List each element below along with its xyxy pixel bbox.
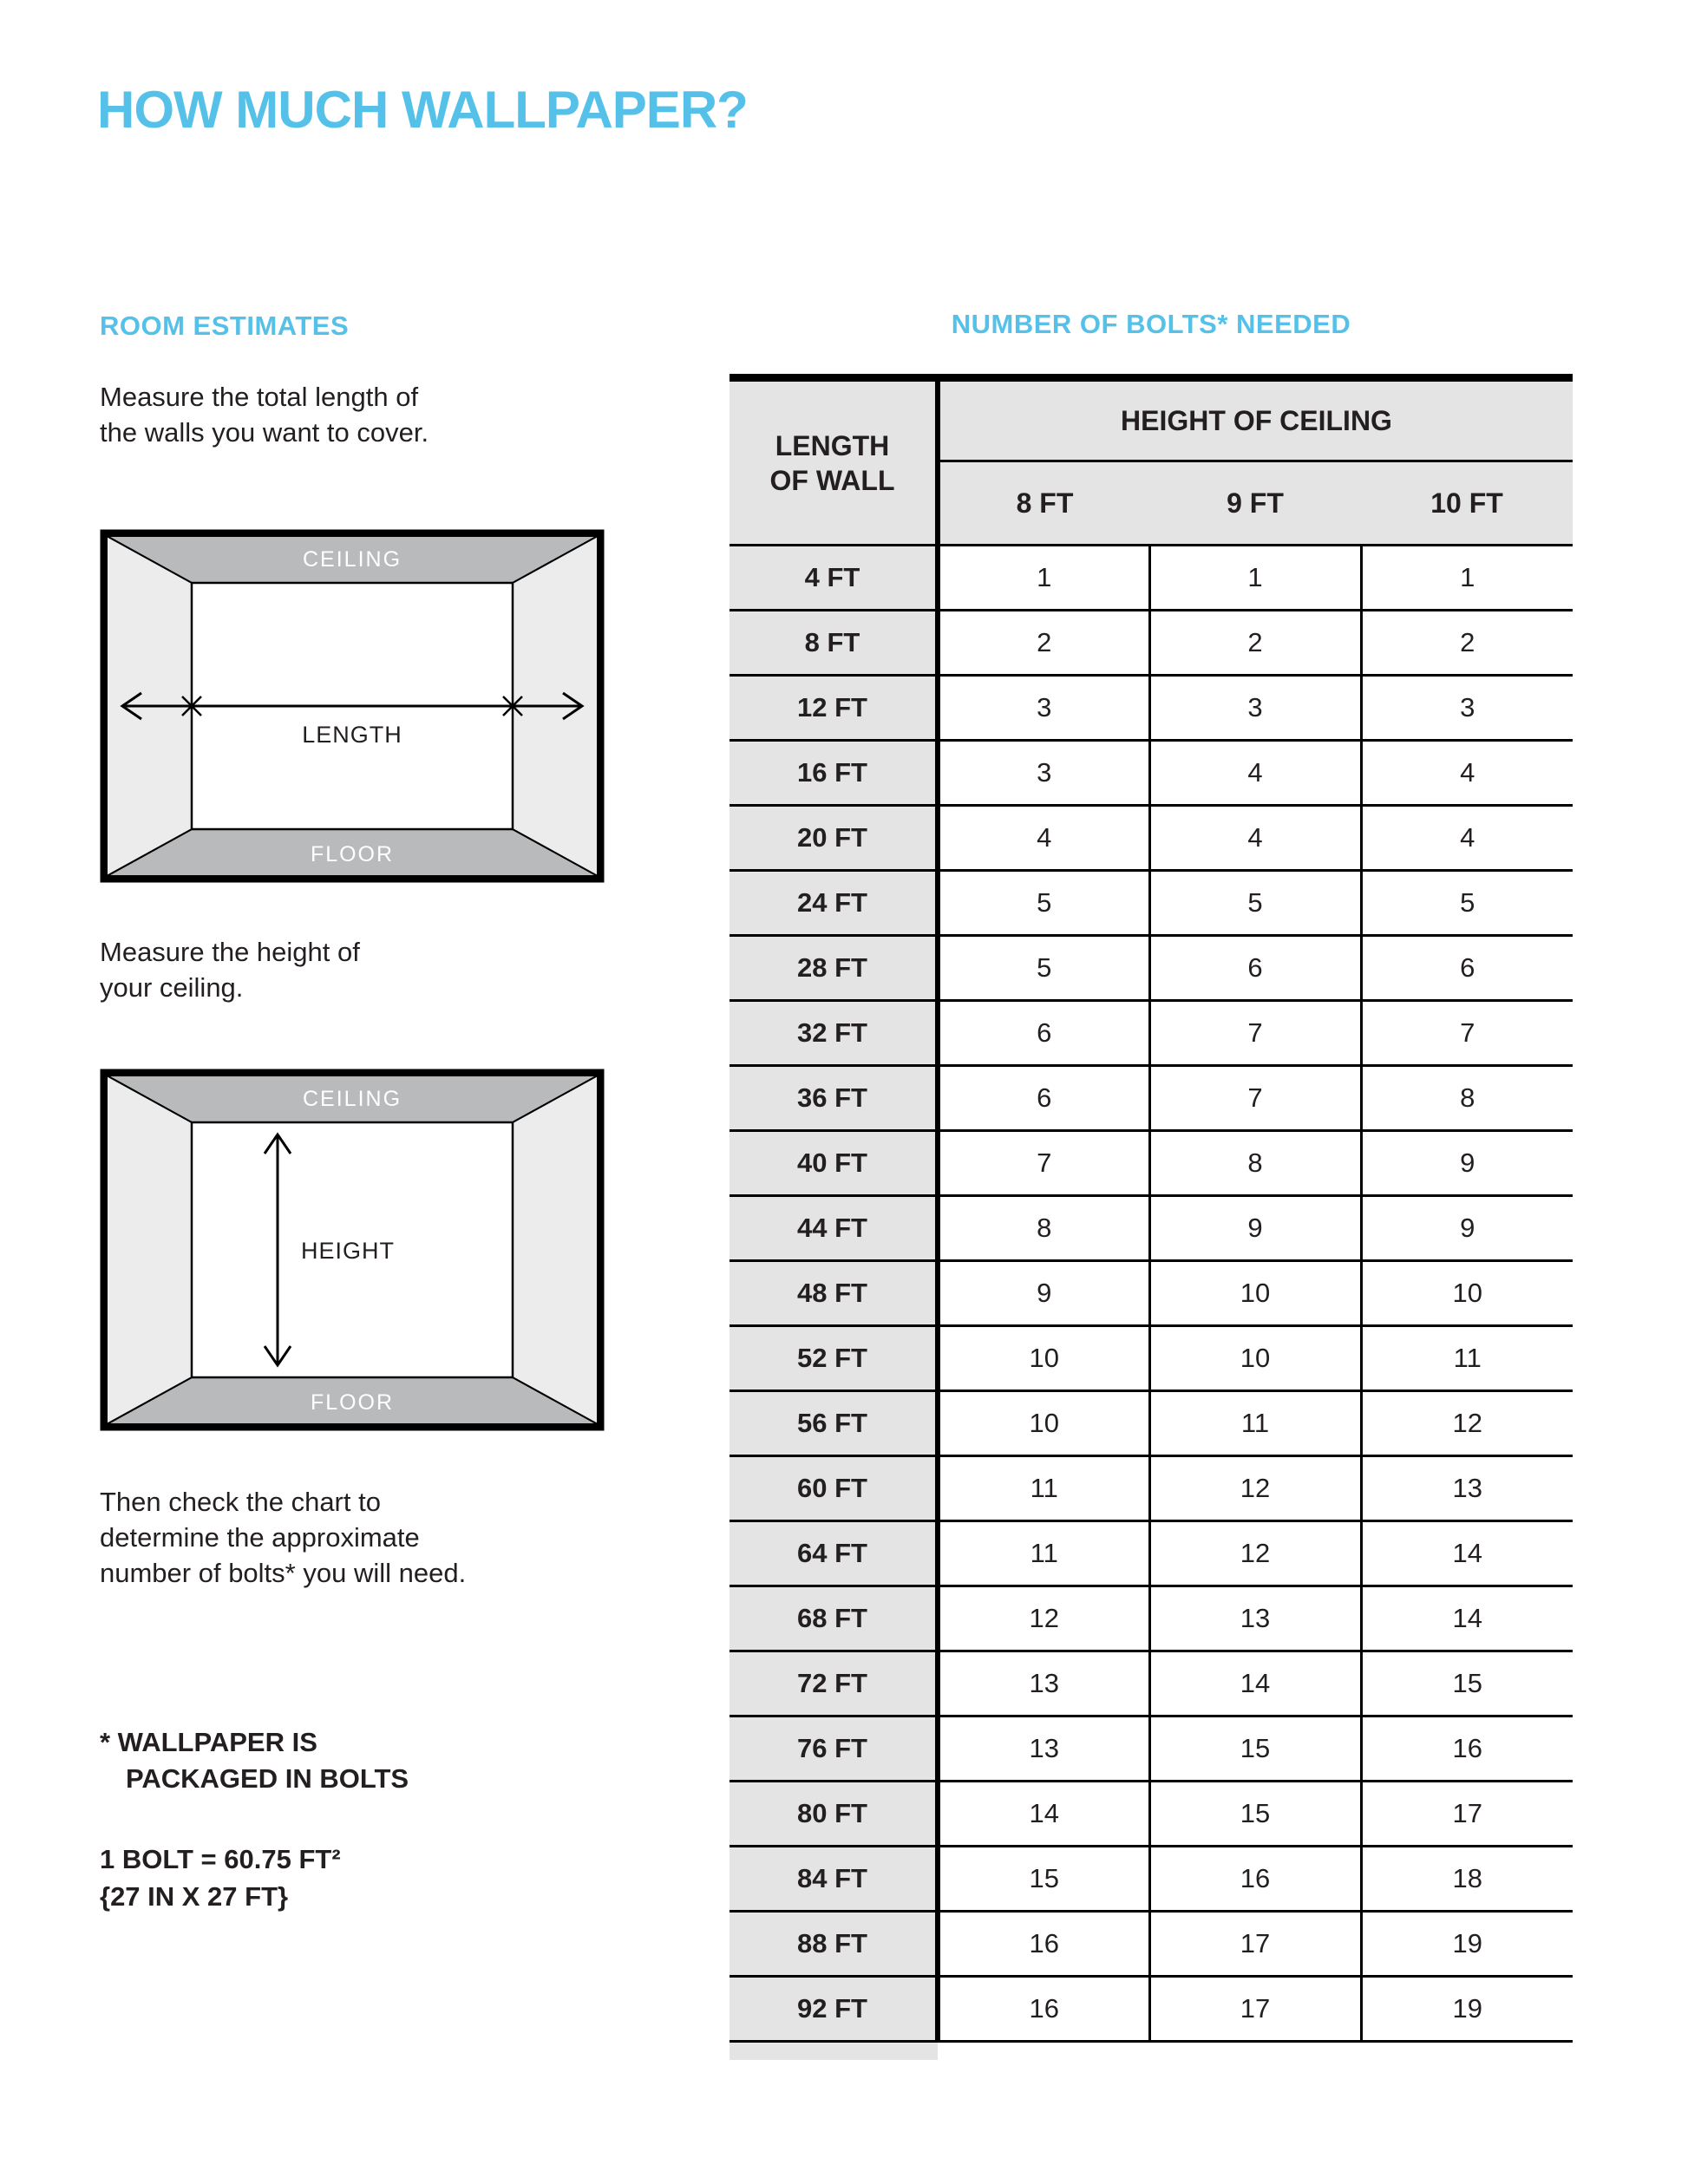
table-row — [730, 1391, 1573, 1456]
bolt-count-cell: 2 — [1361, 611, 1573, 676]
bolt-count-cell: 17 — [1149, 1977, 1361, 2042]
row-length-label: 20 FT — [730, 806, 938, 871]
bolt-count-cell: 5 — [1361, 871, 1573, 936]
table-row — [730, 1651, 1573, 1716]
bolt-count-cell: 4 — [1361, 741, 1573, 806]
row-length-label: 48 FT — [730, 1261, 938, 1326]
table-row — [730, 1977, 1573, 2042]
bolt-table-header — [730, 378, 1573, 546]
bolt-count-cell: 16 — [1149, 1847, 1361, 1912]
bolt-count-cell: 8 — [1361, 1066, 1573, 1131]
table-row — [730, 611, 1573, 676]
row-length-label: 36 FT — [730, 1066, 938, 1131]
row-length-label: 72 FT — [730, 1651, 938, 1716]
table-row — [730, 1847, 1573, 1912]
row-length-label: 28 FT — [730, 936, 938, 1001]
room-length-diagram — [100, 529, 605, 883]
table-row — [730, 1131, 1573, 1196]
table-row — [730, 1456, 1573, 1521]
height-label: HEIGHT — [301, 1238, 396, 1264]
table-row — [730, 1326, 1573, 1391]
table-row — [730, 1716, 1573, 1782]
table-row — [730, 806, 1573, 871]
row-length-label: 60 FT — [730, 1456, 938, 1521]
bolt-count-cell: 17 — [1361, 1782, 1573, 1847]
bolt-count-cell: 10 — [938, 1391, 1149, 1456]
footnote-line2: PACKAGED IN BOLTS — [126, 1762, 409, 1794]
bolt-count-cell: 6 — [938, 1001, 1149, 1066]
bolt-count-cell: 7 — [1361, 1001, 1573, 1066]
bolt-count-cell: 17 — [1149, 1912, 1361, 1977]
bolt-count-cell: 7 — [1149, 1066, 1361, 1131]
bolt-count-cell: 10 — [1361, 1261, 1573, 1326]
bolt-count-cell: 3 — [1361, 676, 1573, 741]
table-row — [730, 1066, 1573, 1131]
bolt-count-cell: 15 — [1149, 1782, 1361, 1847]
bolt-count-cell: 13 — [938, 1651, 1149, 1716]
bolt-count-cell: 11 — [938, 1456, 1149, 1521]
bolt-count-cell: 12 — [1149, 1456, 1361, 1521]
bolt-count-cell: 14 — [1361, 1521, 1573, 1586]
floor-label: FLOOR — [310, 842, 395, 866]
bolt-count-cell: 13 — [938, 1716, 1149, 1782]
bolt-count-cell: 19 — [1361, 1977, 1573, 2042]
row-length-label: 32 FT — [730, 1001, 938, 1066]
bolt-table — [730, 374, 1573, 2043]
room-estimates-heading: ROOM ESTIMATES — [100, 311, 350, 341]
page-title: HOW MUCH WALLPAPER? — [97, 81, 748, 139]
table-row — [730, 1912, 1573, 1977]
bolt-count-cell: 5 — [938, 871, 1149, 936]
bolt-count-cell: 10 — [1149, 1326, 1361, 1391]
step2-text: Measure the height of your ceiling. — [100, 937, 360, 1003]
bolt-count-cell: 16 — [938, 1977, 1149, 2042]
bolt-count-cell: 11 — [1149, 1391, 1361, 1456]
room-height-diagram — [100, 1069, 605, 1431]
row-length-label: 40 FT — [730, 1131, 938, 1196]
footnote-line1: * WALLPAPER IS — [100, 1727, 317, 1757]
bolt-count-cell: 7 — [1149, 1001, 1361, 1066]
row-length-label: 16 FT — [730, 741, 938, 806]
bolt-count-cell: 12 — [938, 1586, 1149, 1651]
table-row — [730, 1586, 1573, 1651]
bolt-count-cell: 12 — [1361, 1391, 1573, 1456]
bolt-count-cell: 12 — [1149, 1521, 1361, 1586]
row-length-label: 64 FT — [730, 1521, 938, 1586]
bolt-count-cell: 11 — [1361, 1326, 1573, 1391]
height-of-ceiling-header: HEIGHT OF CEILING — [938, 378, 1573, 461]
bolt-dimensions: {27 IN X 27 FT} — [100, 1881, 289, 1913]
bolt-count-cell: 19 — [1361, 1912, 1573, 1977]
length-label: LENGTH — [302, 722, 402, 748]
bolt-count-cell: 15 — [1149, 1716, 1361, 1782]
table-row — [730, 741, 1573, 806]
bolt-count-cell: 4 — [938, 806, 1149, 871]
row-length-label: 76 FT — [730, 1716, 938, 1782]
bolt-table-body — [730, 546, 1573, 2042]
table-heading: NUMBER OF BOLTS* NEEDED — [951, 309, 1351, 339]
bolt-count-cell: 11 — [938, 1521, 1149, 1586]
row-length-label: 4 FT — [730, 546, 938, 611]
row-length-label: 88 FT — [730, 1912, 938, 1977]
bolt-count-cell: 15 — [1361, 1651, 1573, 1716]
bolt-count-cell: 3 — [938, 676, 1149, 741]
row-length-label: 52 FT — [730, 1326, 938, 1391]
bolt-count-cell: 10 — [1149, 1261, 1361, 1326]
label-column-stub — [730, 2043, 938, 2060]
table-row — [730, 676, 1573, 741]
table-row — [730, 1261, 1573, 1326]
row-length-label: 80 FT — [730, 1782, 938, 1847]
row-length-label: 84 FT — [730, 1847, 938, 1912]
bolt-count-cell: 18 — [1361, 1847, 1573, 1912]
wallpaper-footnote — [100, 1724, 409, 1797]
row-length-label: 8 FT — [730, 611, 938, 676]
table-row — [730, 1001, 1573, 1066]
bolt-count-cell: 9 — [1361, 1196, 1573, 1261]
ceiling-label: CEILING — [302, 547, 402, 572]
bolt-count-cell: 5 — [938, 936, 1149, 1001]
table-row — [730, 1196, 1573, 1261]
bolt-info — [100, 1841, 341, 1916]
bolt-count-cell: 1 — [1149, 546, 1361, 611]
ceiling-label: CEILING — [302, 1087, 402, 1111]
column-header-10ft: 10 FT — [1361, 461, 1573, 546]
bolt-count-cell: 1 — [938, 546, 1149, 611]
row-length-label: 68 FT — [730, 1586, 938, 1651]
bolt-count-cell: 6 — [1361, 936, 1573, 1001]
bolt-count-cell: 9 — [1149, 1196, 1361, 1261]
bolt-count-cell: 4 — [1361, 806, 1573, 871]
row-length-label: 24 FT — [730, 871, 938, 936]
table-row — [730, 1782, 1573, 1847]
floor-label: FLOOR — [310, 1390, 395, 1415]
row-length-label: 44 FT — [730, 1196, 938, 1261]
bolt-count-cell: 15 — [938, 1847, 1149, 1912]
bolt-count-cell: 13 — [1149, 1586, 1361, 1651]
length-of-wall-header: LENGTH OF WALL — [730, 378, 938, 546]
row-length-label: 56 FT — [730, 1391, 938, 1456]
column-header-8ft: 8 FT — [938, 461, 1149, 546]
right-wall — [513, 1076, 598, 1424]
bolt-count-cell: 8 — [938, 1196, 1149, 1261]
bolt-count-cell: 8 — [1149, 1131, 1361, 1196]
bolt-count-cell: 16 — [938, 1912, 1149, 1977]
bolt-count-cell: 9 — [1361, 1131, 1573, 1196]
table-row — [730, 936, 1573, 1001]
step3-text: Then check the chart to determine the approximate number of bolts* you will need. — [100, 1487, 467, 1588]
step1-text: Measure the total length of the walls you want to cover. — [100, 382, 429, 448]
bolt-count-cell: 4 — [1149, 806, 1361, 871]
row-length-label: 12 FT — [730, 676, 938, 741]
row-length-label: 92 FT — [730, 1977, 938, 2042]
bolt-count-cell: 3 — [938, 741, 1149, 806]
table-row — [730, 1521, 1573, 1586]
bolt-count-cell: 13 — [1361, 1456, 1573, 1521]
bolt-count-cell: 1 — [1361, 546, 1573, 611]
bolt-count-cell: 2 — [938, 611, 1149, 676]
column-header-9ft: 9 FT — [1149, 461, 1361, 546]
left-wall — [107, 1076, 192, 1424]
bolt-count-cell: 6 — [1149, 936, 1361, 1001]
bolt-count-cell: 14 — [1361, 1586, 1573, 1651]
bolt-count-cell: 3 — [1149, 676, 1361, 741]
bolt-count-cell: 9 — [938, 1261, 1149, 1326]
bolt-count-cell: 10 — [938, 1326, 1149, 1391]
bolt-count-cell: 14 — [938, 1782, 1149, 1847]
bolt-count-cell: 4 — [1149, 741, 1361, 806]
bolt-count-cell: 5 — [1149, 871, 1361, 936]
bolt-count-cell: 7 — [938, 1131, 1149, 1196]
bolt-count-cell: 16 — [1361, 1716, 1573, 1782]
bolt-count-cell: 2 — [1149, 611, 1361, 676]
bolt-count-cell: 6 — [938, 1066, 1149, 1131]
table-row — [730, 546, 1573, 611]
bolt-equation: 1 BOLT = 60.75 FT² — [100, 1844, 341, 1874]
bolt-count-cell: 14 — [1149, 1651, 1361, 1716]
bolt-table-container — [730, 374, 1573, 2060]
table-row — [730, 871, 1573, 936]
